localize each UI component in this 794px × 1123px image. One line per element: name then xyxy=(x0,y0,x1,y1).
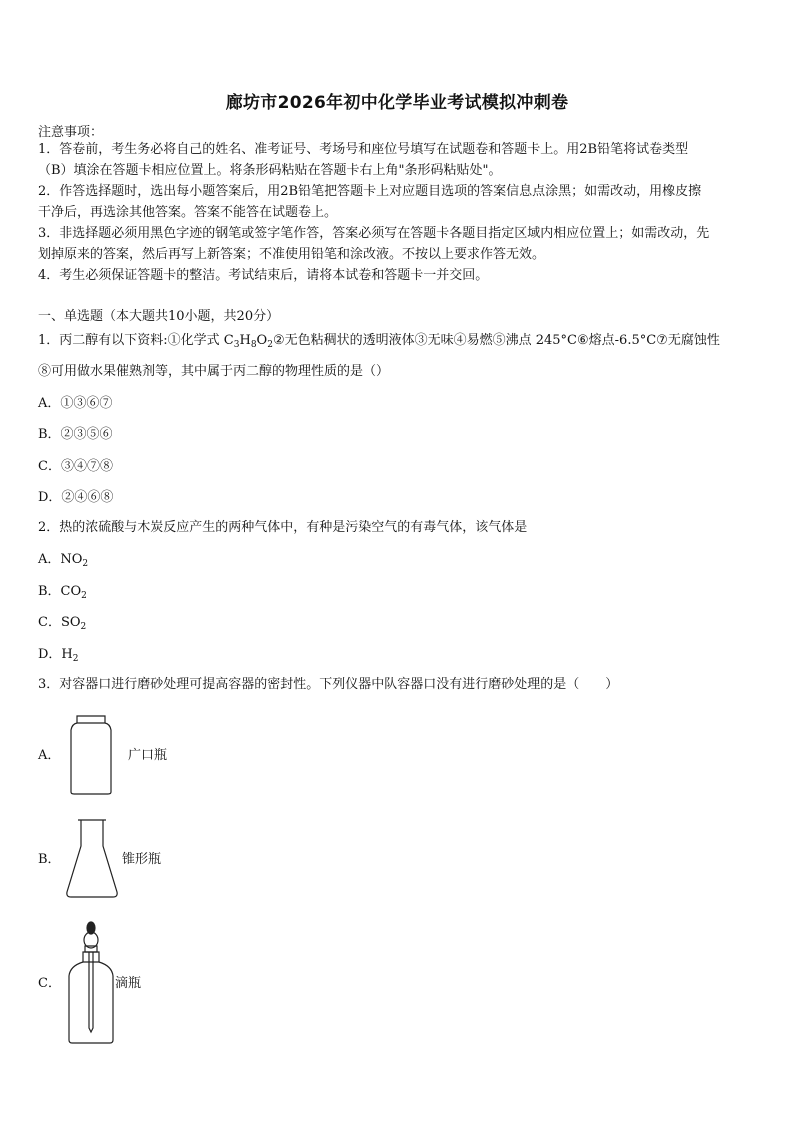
q3-option-a-caption: 广口瓶 xyxy=(128,748,168,763)
page-title: 廊坊市2026年初中化学毕业考试模拟冲刺卷 xyxy=(225,93,569,113)
q1-option-c[interactable]: C．③④⑦⑧ xyxy=(38,459,113,474)
q2-option-a[interactable] xyxy=(38,550,88,570)
q3-option-b-caption: 锥形瓶 xyxy=(122,852,162,867)
q3-option-b-letter[interactable]: B． xyxy=(38,852,61,867)
dropper-bottle-icon xyxy=(66,920,116,1050)
question-3-stem: 3．对容器口进行磨砂处理可提高容器的密封性。下列仪器中队容器口没有进行磨砂处理的是（ ） xyxy=(38,677,619,692)
q1-option-b[interactable]: B．②③⑤⑥ xyxy=(38,427,113,442)
question-1-line-1 xyxy=(38,331,760,351)
q2-option-b[interactable] xyxy=(38,582,87,602)
q1-text-b: ②无色粘稠状的透明液体③无味④易燃⑤沸点 245°C⑥熔点-6.5°C⑦无腐蚀性 xyxy=(272,333,720,348)
section-title: 一、单选题（本大题共10小题，共20分） xyxy=(38,309,280,324)
q1-sub-h: 8 xyxy=(250,340,257,350)
notice-line: 3．非选择题必须用黑色字迹的钢笔或签字笔作答，答案必须写在答题卡各题目指定区域内相应位置上；如需改动，先 xyxy=(38,226,710,241)
q2-option-a-sub: 2 xyxy=(82,559,89,569)
q2-option-d-text: D．H xyxy=(38,647,73,662)
q2-option-d-sub: 2 xyxy=(72,654,79,664)
q1-sub-o: 2 xyxy=(267,340,273,350)
q2-option-c[interactable] xyxy=(38,613,86,633)
notice-line: 4．考生必须保证答题卡的整洁。考试结束后，请将本试卷和答题卡一并交回。 xyxy=(38,268,489,283)
q1-text-a: 1．丙二醇有以下资料:①化学式 C xyxy=(38,333,234,348)
q1-formula-o: O xyxy=(256,333,268,348)
q2-option-d[interactable] xyxy=(38,645,79,665)
q1-formula-h: H xyxy=(239,333,251,348)
q1-option-a[interactable]: A．①③⑥⑦ xyxy=(38,396,113,411)
notice-line: （B）填涂在答题卡相应位置上。将条形码粘贴在答题卡右上角"条形码粘贴处"。 xyxy=(38,163,502,178)
q2-option-b-sub: 2 xyxy=(81,591,87,601)
q1-sub-c: 3 xyxy=(233,340,240,350)
wide-mouth-bottle-icon xyxy=(66,714,116,800)
question-2-stem: 2．热的浓硫酸与木炭反应产生的两种气体中，有种是污染空气的有毒气体，该气体是 xyxy=(38,520,528,535)
conical-flask-icon xyxy=(64,818,120,904)
q2-option-b-text: B．CO xyxy=(38,584,82,599)
notice-list xyxy=(38,139,760,286)
q3-option-c-letter[interactable]: C． xyxy=(38,976,61,991)
notice-line: 干净后，再选涂其他答案。答案不能答在试题卷上。 xyxy=(38,205,338,220)
q2-option-c-sub: 2 xyxy=(80,622,87,632)
notice-line: 划掉原来的答案，然后再写上新答案；不准使用铅笔和涂改液。不按以上要求作答无效。 xyxy=(38,247,546,262)
q3-option-c-caption: 滴瓶 xyxy=(115,976,142,991)
q3-option-a-letter[interactable]: A． xyxy=(38,748,61,763)
notice-line: 1．答卷前，考生务必将自己的姓名、准考证号、考场号和座位号填写在试题卷和答题卡上。用2B铅笔将试卷类型 xyxy=(38,142,689,157)
notice-heading: 注意事项： xyxy=(38,125,104,140)
question-1-line-2: ⑧可用做水果催熟剂等，其中属于丙二醇的物理性质的是（） xyxy=(38,364,390,379)
notice-line: 2．作答选择题时，选出每小题答案后，用2B铅笔把答题卡上对应题目选项的答案信息点涂黑；如需改动，用橡皮擦 xyxy=(38,184,702,199)
q2-option-c-text: C．SO xyxy=(38,615,81,630)
q1-option-d[interactable]: D．②④⑥⑧ xyxy=(38,490,114,505)
q2-option-a-text: A．NO xyxy=(38,552,83,567)
